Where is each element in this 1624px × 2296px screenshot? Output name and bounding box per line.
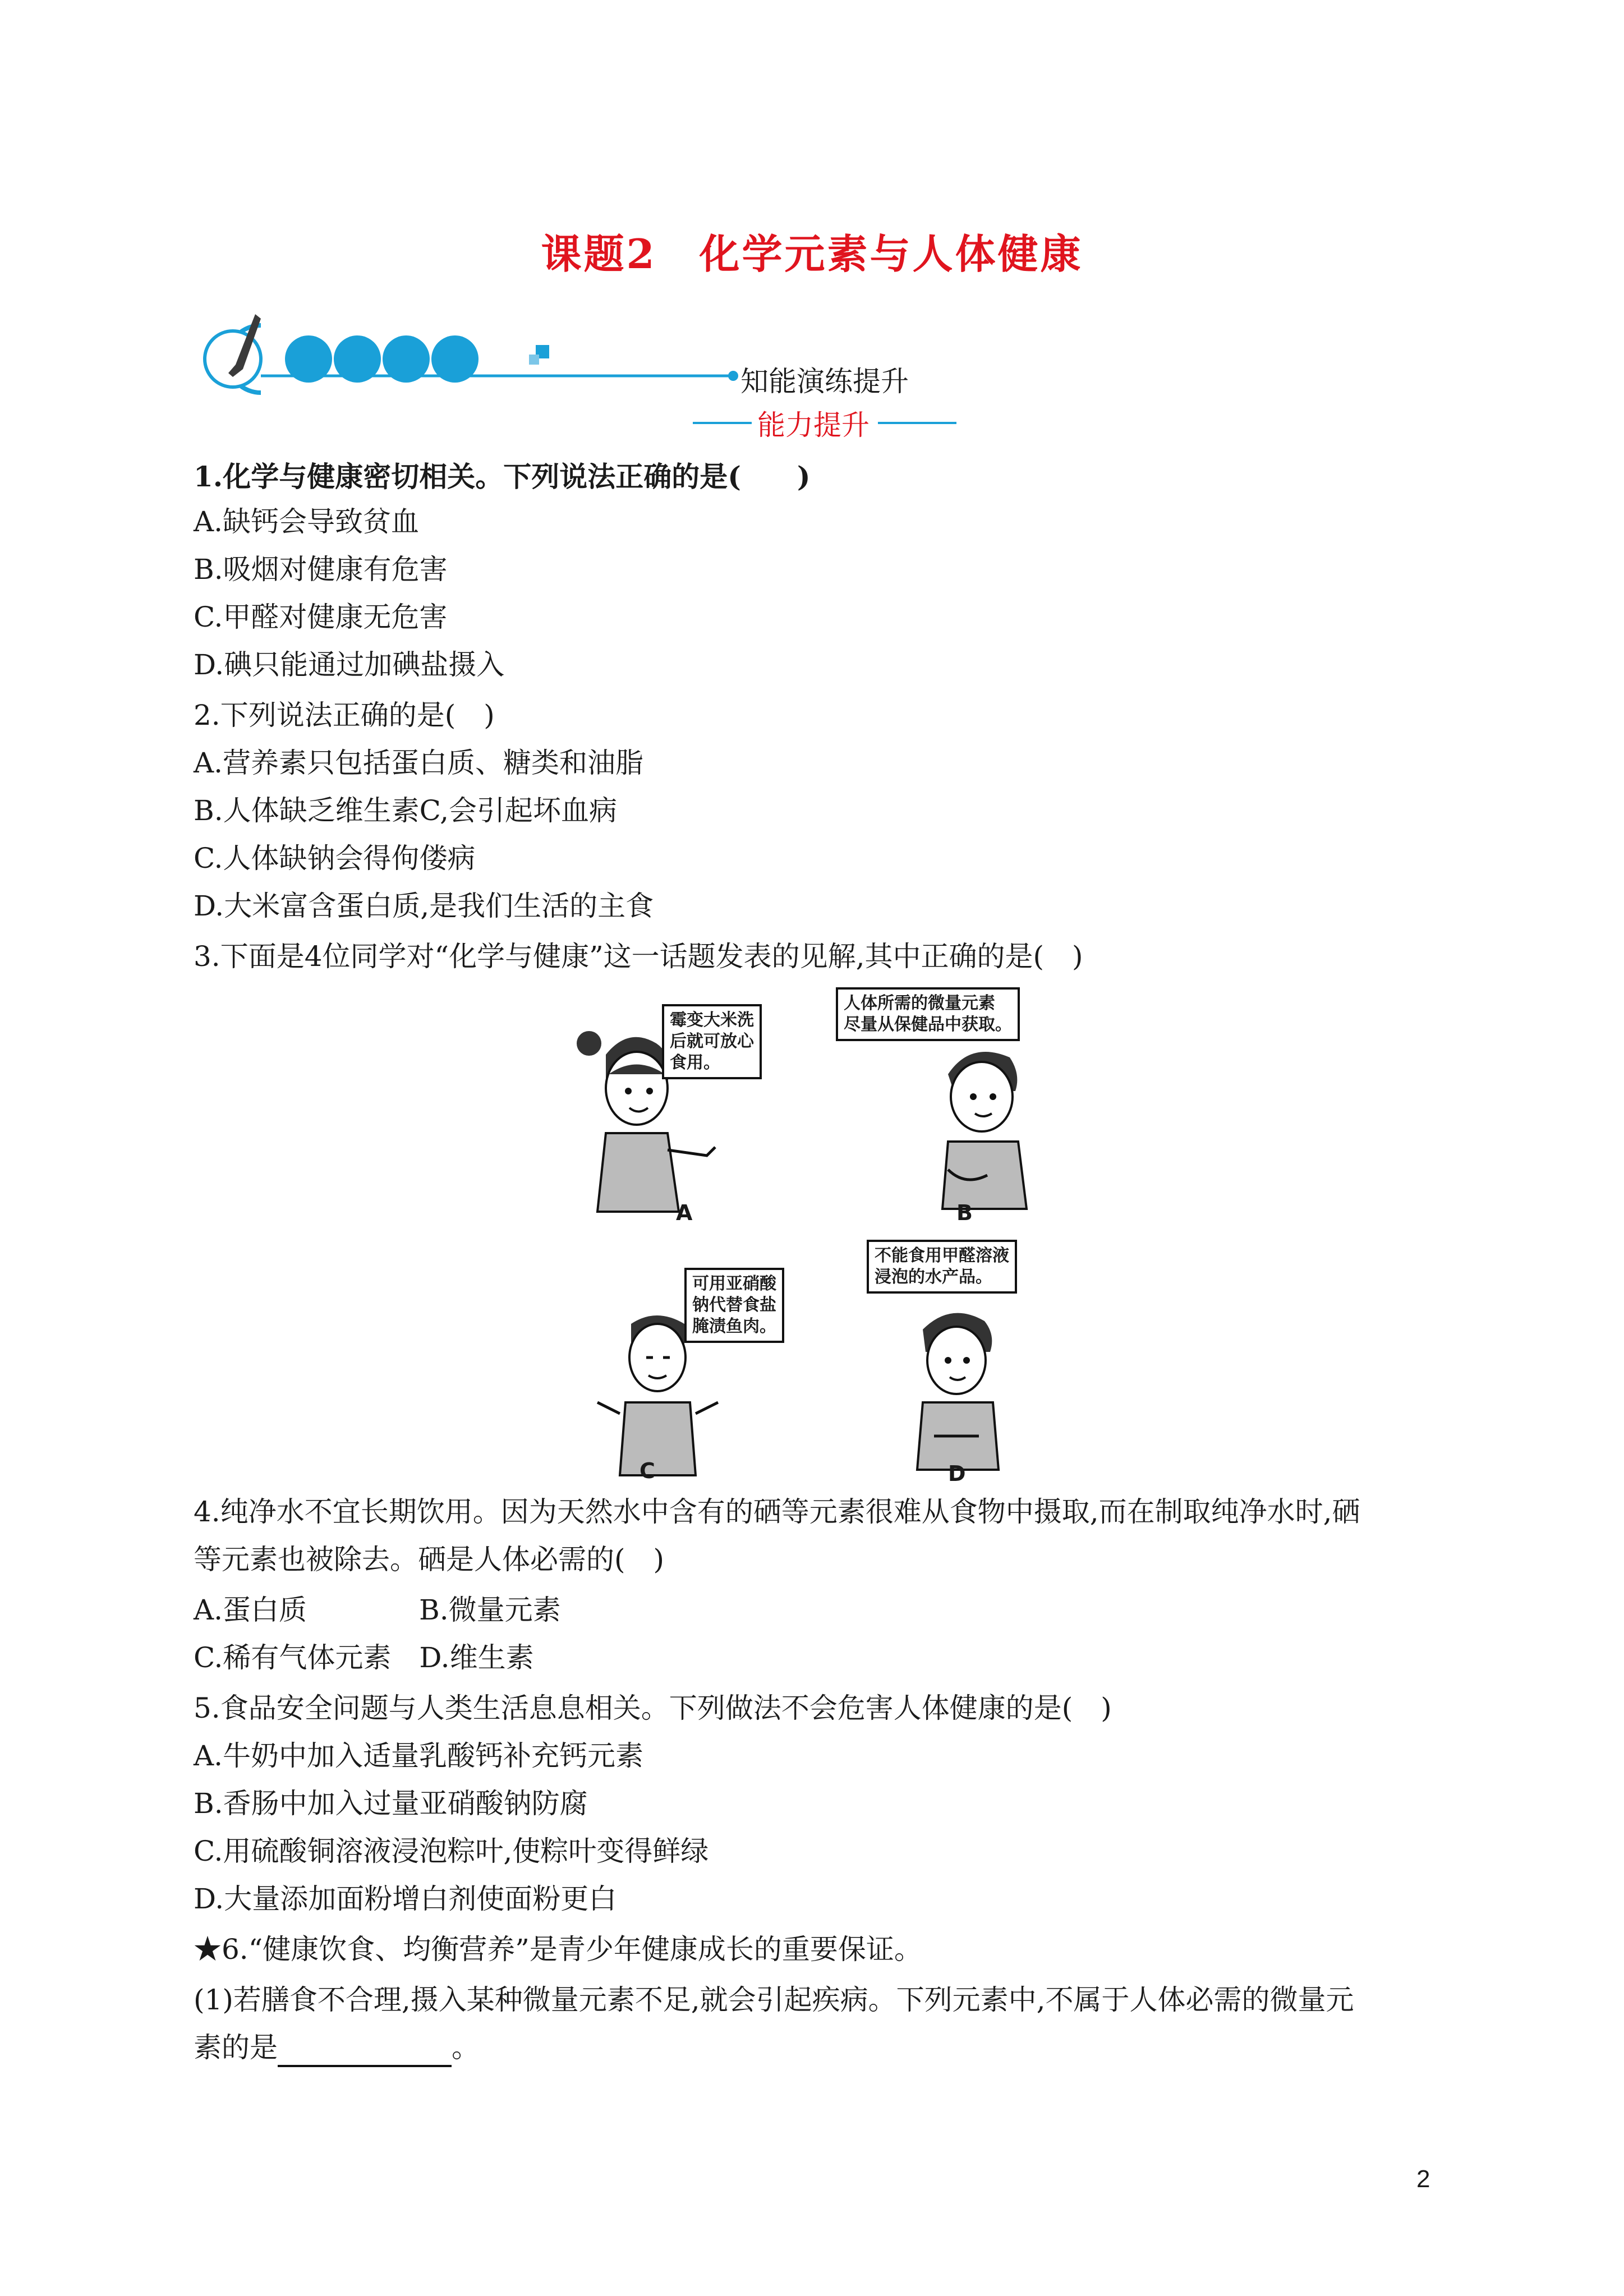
q3-stem: 3.下面是4位同学对“化学与健康”这一话题发表的见解,其中正确的是( ) (194, 940, 1083, 973)
boy-illustration (926, 1041, 1071, 1220)
q5-option-b: B.香肠中加入过量亚硝酸钠防腐 (194, 1787, 588, 1820)
q1-option-d: D.碘只能通过加碘盐摄入 (194, 648, 505, 681)
figure-b (836, 987, 1071, 1234)
figure-d-label: D (948, 1461, 966, 1486)
q6-part1-line2: 素的是 。 (194, 2028, 480, 2067)
q2-option-a: A.营养素只包括蛋白质、糖类和油脂 (194, 747, 644, 779)
figure-c (595, 1268, 819, 1503)
figure-c-label: C (640, 1458, 655, 1483)
figure-a-label: A (676, 1200, 693, 1225)
figure-b-label: B (956, 1200, 973, 1225)
q5-option-a: A.牛奶中加入适量乳酸钙补充钙元素 (194, 1740, 644, 1772)
subsection-heading: 能力提升 (693, 403, 956, 442)
q1-stem: 1.化学与健康密切相关。下列说法正确的是( ) (194, 460, 811, 493)
figure-b-bubble: 人体所需的微量元素 尽量从保健品中获取。 (836, 987, 1020, 1041)
q5-option-d: D.大量添加面粉增白剂使面粉更白 (194, 1883, 617, 1915)
q6-stem: ★6.“健康饮食、均衡营养”是青少年健康成长的重要保证。 (194, 1933, 922, 1966)
q5-stem: 5.食品安全问题与人类生活息息相关。下列做法不会危害人体健康的是( ) (194, 1692, 1112, 1724)
figure-d-bubble: 不能食用甲醛溶液 浸泡的水产品。 (867, 1240, 1017, 1294)
boy-d-illustration (900, 1301, 1035, 1481)
section-label: 知能演练提升 (740, 365, 909, 398)
answer-blank[interactable] (278, 2038, 452, 2067)
q2-option-b: B.人体缺乏维生素C,会引起坏血病 (194, 794, 618, 827)
page-number: 2 (1416, 2165, 1430, 2193)
q6-part1-line1: (1)若膳食不合理,摄入某种微量元素不足,就会引起疾病。下列元素中,不属于人体必需的微量元 (194, 1984, 1354, 2016)
q2-option-d: D.大米富含蛋白质,是我们生活的主食 (194, 890, 654, 922)
figure-d (867, 1240, 1091, 1503)
q4-stem-line2: 等元素也被除去。硒是人体必需的( ) (194, 1543, 665, 1576)
q2-option-c: C.人体缺钠会得佝偻病 (194, 842, 476, 875)
q1-option-a: A.缺钙会导致贫血 (194, 505, 420, 538)
figure-c-bubble: 可用亚硝酸 钠代替食盐 腌渍鱼肉。 (684, 1268, 784, 1343)
q1-option-b: B.吸烟对健康有危害 (194, 553, 448, 586)
figure-a (567, 1004, 802, 1234)
q5-option-c: C.用硫酸铜溶液浸泡粽叶,使粽叶变得鲜绿 (194, 1835, 709, 1867)
q2-stem: 2.下列说法正确的是( ) (194, 699, 495, 731)
q4-options-ab: A.蛋白质 B.微量元素 (194, 1594, 561, 1626)
figure-a-bubble: 霉变大米洗 后就可放心 食用。 (662, 1004, 762, 1079)
q4-options-cd: C.稀有气体元素 D.维生素 (194, 1641, 534, 1674)
q1-option-c: C.甲醛对健康无危害 (194, 601, 448, 633)
page-title: 课题2 化学元素与人体健康 (541, 230, 1083, 278)
q4-stem-line1: 4.纯净水不宜长期饮用。因为天然水中含有的硒等元素很难从食物中摄取,而在制取纯净水时,硒 (194, 1496, 1360, 1528)
